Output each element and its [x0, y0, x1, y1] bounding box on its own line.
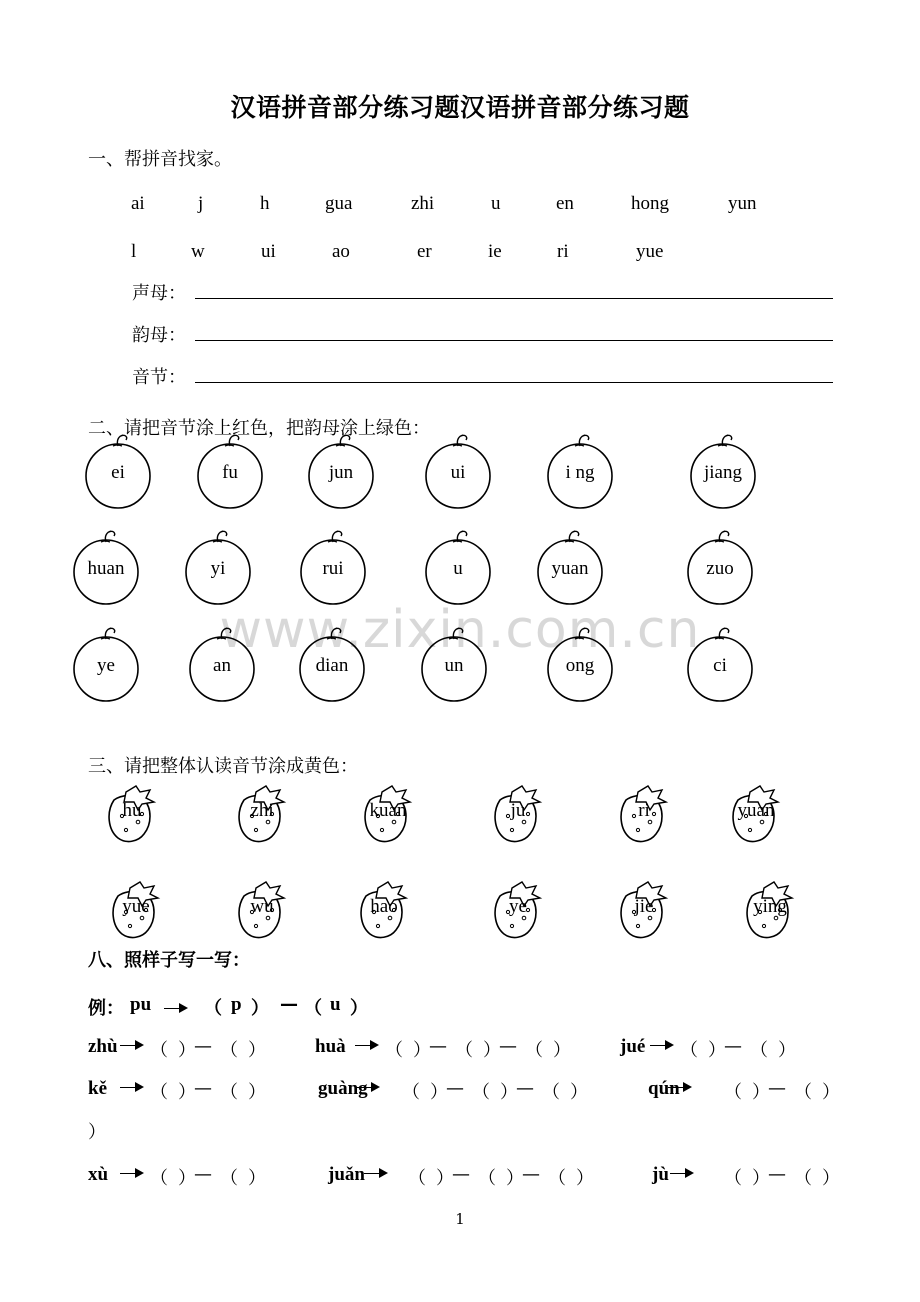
apple-icon[interactable]	[414, 625, 494, 705]
syllables-label: 音节：	[132, 367, 186, 388]
apple-icon[interactable]	[301, 432, 381, 512]
blank-paren-open: （	[455, 1040, 473, 1061]
apple-label: ci	[713, 655, 727, 676]
blank-paren-open: （	[408, 1168, 426, 1189]
dash-separator: —	[522, 1164, 540, 1185]
blank-paren-close: ）	[248, 1082, 266, 1103]
exercise-syllable: guàng	[318, 1078, 368, 1099]
blank-paren-open: （	[385, 1040, 403, 1061]
apple-label: ui	[450, 462, 466, 483]
apple-label: yi	[210, 558, 226, 579]
strawberry-label: yuan	[737, 800, 775, 821]
apple-icon[interactable]	[418, 528, 498, 608]
example-paren-open: （	[204, 998, 222, 1019]
dash-separator: —	[724, 1036, 742, 1057]
watermark: www.zixin.com.cn	[219, 600, 701, 660]
example-paren-open-2: （	[304, 998, 322, 1019]
initials-label: 声母：	[132, 283, 186, 304]
example-initial: p	[231, 994, 242, 1015]
apple-label: ong	[565, 655, 595, 676]
page-title: 汉语拼音部分练习题汉语拼音部分练习题	[230, 93, 690, 122]
pinyin-item[interactable]: zhi	[411, 193, 435, 214]
apple-label: huan	[87, 558, 125, 579]
exercise-syllable: juǎn	[328, 1164, 365, 1185]
blank-paren-close: ）	[248, 1168, 266, 1189]
blank-paren-open: （	[220, 1168, 238, 1189]
page-number: 1	[455, 1210, 465, 1228]
blank-paren-open: （	[542, 1082, 560, 1103]
strawberry-label: ri	[638, 800, 650, 821]
arrow-icon	[670, 1173, 692, 1174]
exercise-syllable: jù	[652, 1164, 669, 1185]
strawberry-label: ju	[510, 800, 526, 821]
strawberry-label: hao	[370, 896, 398, 917]
strawberry-icon[interactable]	[604, 770, 684, 850]
apple-icon[interactable]	[683, 432, 763, 512]
blank-paren-close: ）	[430, 1082, 448, 1103]
strawberry-icon[interactable]	[222, 770, 302, 850]
exercise-syllable: jué	[620, 1036, 646, 1057]
apple-label: i ng	[565, 462, 595, 483]
apple-icon[interactable]	[540, 432, 620, 512]
apple-label: dian	[315, 655, 349, 676]
strawberry-icon[interactable]	[716, 770, 796, 850]
strawberry-label: kuan	[369, 800, 407, 821]
arrow-icon	[120, 1045, 142, 1046]
strawberry-icon[interactable]	[348, 770, 428, 850]
dash-separator: —	[516, 1078, 534, 1099]
apple-label: jun	[328, 462, 354, 483]
apple-label: an	[213, 655, 231, 676]
dash-separator: —	[768, 1164, 786, 1185]
pinyin-item[interactable]: en	[556, 193, 574, 214]
pinyin-item[interactable]: u	[491, 193, 501, 214]
blank-paren-close: ）	[248, 1040, 266, 1061]
exercise-syllable: zhù	[88, 1036, 118, 1057]
blank-paren-close: ）	[500, 1082, 518, 1103]
section8-heading: 八、照样子写一写：	[88, 950, 250, 971]
blank-paren-open: （	[220, 1040, 238, 1061]
arrow-icon	[364, 1173, 386, 1174]
arrow-icon	[356, 1087, 378, 1088]
pinyin-item[interactable]: ui	[261, 241, 276, 262]
example-row	[88, 994, 888, 1024]
example-label: 例：	[88, 998, 124, 1019]
blank-paren-close: ）	[483, 1040, 501, 1061]
strawberry-icon[interactable]	[730, 866, 810, 946]
arrow-icon	[355, 1045, 377, 1046]
apple-label: u	[453, 558, 463, 579]
blank-paren-close: ）	[708, 1040, 726, 1061]
pinyin-item[interactable]: ao	[332, 241, 350, 262]
apple-label: un	[444, 655, 464, 676]
blank-paren-close: ）	[570, 1082, 588, 1103]
exercise-syllable: xù	[88, 1164, 109, 1185]
strawberry-icon[interactable]	[92, 770, 172, 850]
apple-icon[interactable]	[530, 528, 610, 608]
blank-paren-open: （	[548, 1168, 566, 1189]
blank-paren-open: （	[150, 1168, 168, 1189]
apple-icon[interactable]	[293, 528, 373, 608]
apple-label: fu	[222, 462, 238, 483]
pinyin-item[interactable]: gua	[325, 193, 353, 214]
strawberry-icon[interactable]	[478, 770, 558, 850]
apple-icon[interactable]	[178, 528, 258, 608]
strawberry-label: ying	[753, 896, 787, 917]
blank-paren-open: （	[478, 1168, 496, 1189]
syllables-answer-line[interactable]	[195, 382, 833, 383]
exercise-syllable: huà	[315, 1036, 346, 1057]
pinyin-item[interactable]: yue	[636, 241, 664, 262]
dash-separator: —	[429, 1036, 447, 1057]
arrow-icon	[668, 1087, 690, 1088]
blank-paren-open: （	[525, 1040, 543, 1061]
apple-icon[interactable]	[680, 625, 760, 705]
dash-separator: —	[194, 1164, 212, 1185]
exercise-syllable: kě	[88, 1078, 107, 1099]
blank-paren-close: ）	[752, 1082, 770, 1103]
apple-label: zuo	[706, 558, 734, 579]
dash-separator: —	[194, 1078, 212, 1099]
exercise-syllable: qún	[648, 1078, 680, 1099]
blank-paren-close: ）	[752, 1168, 770, 1189]
example-paren-close: ）	[251, 998, 269, 1019]
pinyin-item[interactable]: er	[417, 241, 432, 262]
strawberry-label: yue	[122, 896, 150, 917]
blank-paren-open: （	[150, 1082, 168, 1103]
strawberry-label: jie	[634, 896, 654, 917]
blank-paren-close: ）	[506, 1168, 524, 1189]
blank-paren-close: ）	[576, 1168, 594, 1189]
apple-icon[interactable]	[78, 432, 158, 512]
strawberry-label: wu	[250, 896, 274, 917]
pinyin-item[interactable]: ri	[557, 241, 569, 262]
section1-heading: 一、帮拼音找家。	[88, 149, 232, 170]
strawberry-label: zhi	[250, 800, 274, 821]
pinyin-item[interactable]: j	[198, 193, 204, 214]
blank-paren-close: ）	[178, 1040, 196, 1061]
arrow-icon	[120, 1173, 142, 1174]
dash-separator: —	[446, 1078, 464, 1099]
arrow-icon	[120, 1087, 142, 1088]
blank-paren-open: （	[750, 1040, 768, 1061]
pinyin-item[interactable]: h	[260, 193, 270, 214]
arrow-icon	[164, 1008, 186, 1009]
example-syllable: pu	[130, 994, 152, 1015]
apple-label: ye	[97, 655, 115, 676]
strawberry-icon[interactable]	[222, 866, 302, 946]
dash-separator: —	[499, 1036, 517, 1057]
pinyin-item[interactable]: l	[131, 241, 137, 262]
apple-label: jiang	[704, 462, 742, 483]
blank-paren-open: （	[472, 1082, 490, 1103]
strawberry-icon[interactable]	[96, 866, 176, 946]
finals-label: 韵母：	[132, 325, 186, 346]
apple-label: ei	[111, 462, 125, 483]
section3-heading: 三、请把整体认读音节涂成黄色：	[88, 756, 358, 777]
apple-icon[interactable]	[182, 625, 262, 705]
apple-icon[interactable]	[680, 528, 760, 608]
apple-icon[interactable]	[418, 432, 498, 512]
blank-paren-open: （	[220, 1082, 238, 1103]
blank-paren-open: （	[150, 1040, 168, 1061]
pinyin-item[interactable]: ie	[488, 241, 502, 262]
apple-label: rui	[322, 558, 344, 579]
blank-paren-close: ）	[553, 1040, 571, 1061]
section2-heading: 二、请把音节涂上红色，把韵母涂上绿色：	[88, 418, 430, 439]
blank-paren-close: ）	[436, 1168, 454, 1189]
example-dash: —	[280, 994, 298, 1015]
wrapped-paren-close: ）	[88, 1122, 106, 1143]
pinyin-item[interactable]: w	[191, 241, 205, 262]
example-paren-close-2: ）	[350, 998, 368, 1019]
arrow-icon	[650, 1045, 672, 1046]
blank-paren-close: ）	[178, 1082, 196, 1103]
blank-paren-close: ）	[822, 1082, 840, 1103]
apple-icon[interactable]	[292, 625, 372, 705]
pinyin-item[interactable]: ai	[131, 193, 145, 214]
initials-answer-line[interactable]	[195, 298, 833, 299]
blank-paren-open: （	[724, 1082, 742, 1103]
blank-paren-open: （	[680, 1040, 698, 1061]
apple-icon[interactable]	[66, 625, 146, 705]
pinyin-item[interactable]: hong	[631, 193, 669, 214]
finals-answer-line[interactable]	[195, 340, 833, 341]
dash-separator: —	[768, 1078, 786, 1099]
apple-icon[interactable]	[190, 432, 270, 512]
blank-paren-open: （	[724, 1168, 742, 1189]
strawberry-label: ye	[509, 896, 527, 917]
dash-separator: —	[194, 1036, 212, 1057]
blank-paren-open: （	[402, 1082, 420, 1103]
example-final: u	[330, 994, 341, 1015]
dash-separator: —	[452, 1164, 470, 1185]
strawberry-label: hu	[122, 800, 142, 821]
blank-paren-close: ）	[178, 1168, 196, 1189]
blank-paren-close: ）	[778, 1040, 796, 1061]
apple-label: yuan	[551, 558, 589, 579]
blank-paren-close: ）	[822, 1168, 840, 1189]
pinyin-item[interactable]: yun	[728, 193, 757, 214]
strawberry-icon[interactable]	[344, 866, 424, 946]
apple-icon[interactable]	[66, 528, 146, 608]
apple-icon[interactable]	[540, 625, 620, 705]
blank-paren-open: （	[794, 1168, 812, 1189]
blank-paren-open: （	[794, 1082, 812, 1103]
strawberry-icon[interactable]	[478, 866, 558, 946]
strawberry-icon[interactable]	[604, 866, 684, 946]
blank-paren-close: ）	[413, 1040, 431, 1061]
